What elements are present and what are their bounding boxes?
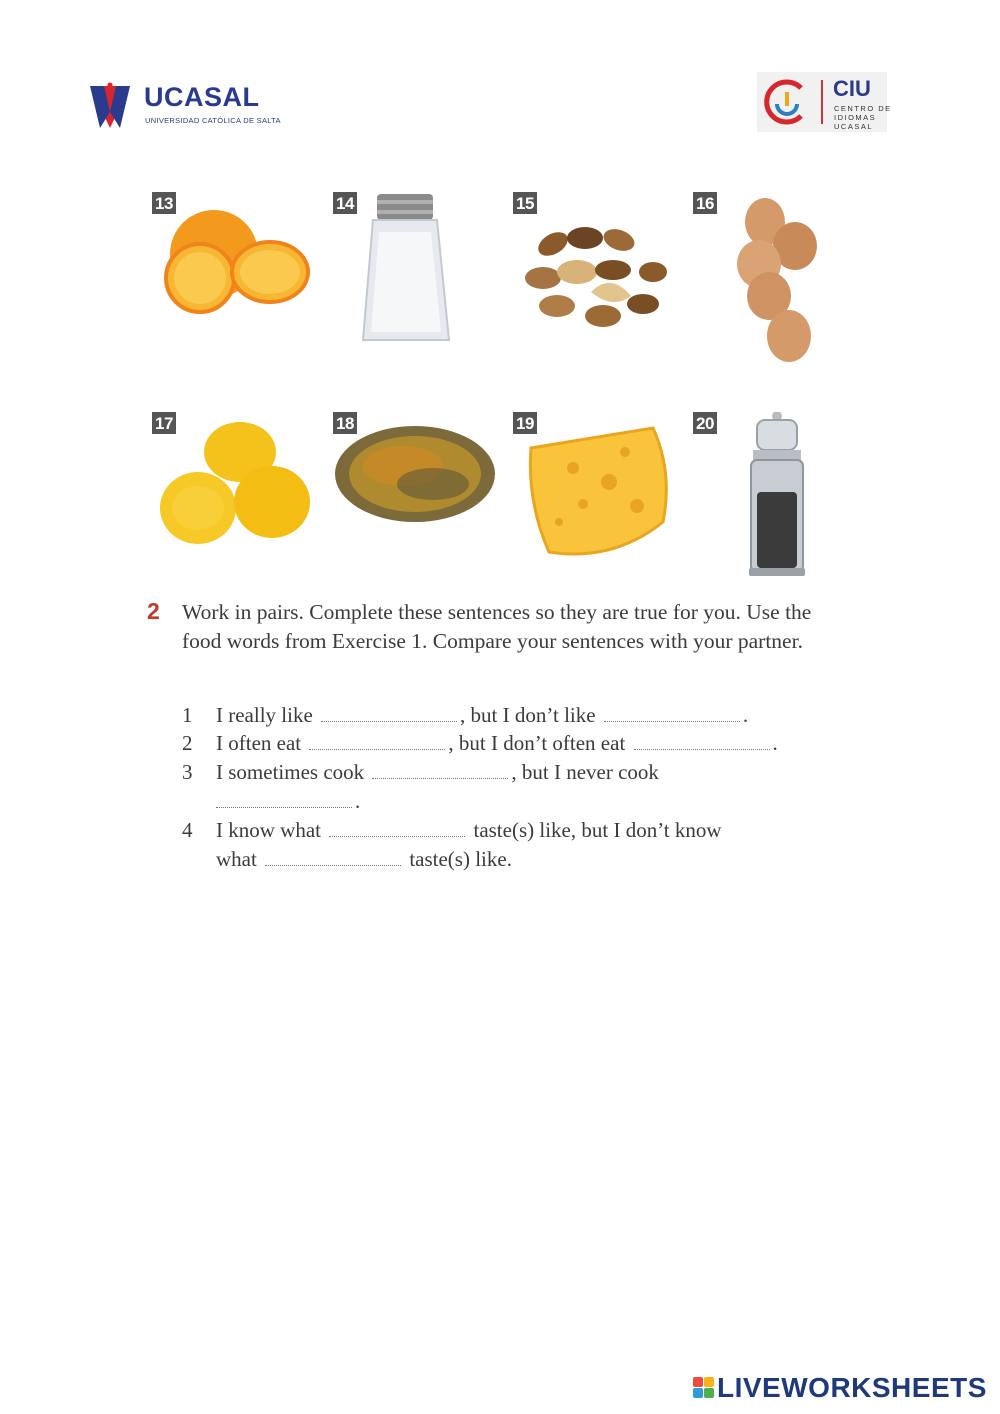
liveworksheets-icon — [693, 1377, 715, 1399]
answer-blank[interactable] — [372, 760, 508, 779]
food-number: 19 — [513, 412, 537, 434]
food-number: 18 — [333, 412, 357, 434]
ciu-title: CIU — [833, 76, 871, 101]
sentence-number: 1 — [182, 703, 193, 727]
food-number: 15 — [513, 192, 537, 214]
food-item-13 — [152, 192, 322, 372]
sentence-text: , but I never cook — [511, 760, 659, 784]
sentence-punctuation: . — [355, 789, 361, 813]
exercise-instructions: Work in pairs. Complete these sentences so they are true for you. Use the food words from Exercise 1. Compare your sentences with your partner. — [182, 600, 812, 653]
food-item-20 — [693, 412, 863, 592]
food-number: 17 — [152, 412, 176, 434]
ciu-logo — [757, 72, 892, 132]
sentence-text: I often eat — [216, 731, 302, 755]
ciu-line-2: IDIOMAS — [834, 113, 877, 122]
exercise-number: 2 — [147, 598, 160, 624]
food-number: 14 — [333, 192, 357, 214]
food-item-14 — [333, 192, 503, 372]
ucasal-subtitle: UNIVERSIDAD CATÓLICA DE SALTA — [145, 116, 281, 125]
oranges-icon — [152, 192, 322, 372]
sentence-text: what — [216, 847, 257, 871]
sentence-number: 2 — [182, 731, 193, 755]
cheese-icon — [513, 412, 683, 592]
food-item-18 — [333, 412, 503, 592]
sentence-text: , but I don’t like — [460, 703, 596, 727]
food-number: 13 — [152, 192, 176, 214]
nuts-icon — [513, 192, 683, 372]
sentence-text: taste(s) like. — [409, 847, 512, 871]
food-number: 20 — [693, 412, 717, 434]
liveworksheets-brand: LIVEWORKSHEETS — [717, 1372, 987, 1403]
sentence-text: I sometimes cook — [216, 760, 365, 784]
answer-blank[interactable] — [265, 847, 401, 866]
food-item-17 — [152, 412, 322, 592]
ucasal-shield-icon — [88, 82, 132, 130]
food-item-15 — [513, 192, 683, 372]
sentence-text: taste(s) like, but I don’t know — [473, 818, 722, 842]
sentence-number: 3 — [182, 760, 193, 784]
ciu-line-3: UCASAL — [834, 122, 874, 131]
sentence-punctuation: . — [742, 703, 749, 727]
lentils-icon — [333, 412, 503, 592]
answer-blank[interactable] — [634, 731, 770, 750]
ciu-circle-icon — [761, 78, 813, 126]
sentence-text: , but I don’t often eat — [448, 731, 626, 755]
ciu-line-1: CENTRO DE — [834, 104, 892, 113]
sentence-text: I really like — [216, 703, 313, 727]
sentence-4-continued — [216, 845, 512, 873]
liveworksheets-logo — [693, 1374, 993, 1404]
food-item-19 — [513, 412, 683, 592]
answer-blank[interactable] — [216, 789, 352, 808]
answer-blank[interactable] — [321, 703, 457, 722]
answer-blank[interactable] — [329, 818, 465, 837]
sentence-3-continued — [213, 787, 360, 815]
eggs-icon — [693, 192, 863, 372]
food-number: 16 — [693, 192, 717, 214]
ucasal-logo — [88, 80, 281, 132]
answer-blank[interactable] — [309, 731, 445, 750]
answer-blank[interactable] — [604, 703, 740, 722]
sentence-number: 4 — [182, 818, 193, 842]
pepper-mill-icon — [693, 412, 863, 592]
lemons-icon — [152, 412, 322, 592]
ucasal-name: UCASAL — [144, 82, 260, 112]
ciu-divider — [821, 80, 823, 124]
salt-shaker-icon — [333, 192, 503, 372]
sentence-punctuation: . — [772, 731, 778, 755]
food-item-16 — [693, 192, 863, 372]
sentence-text: I know what — [216, 818, 321, 842]
